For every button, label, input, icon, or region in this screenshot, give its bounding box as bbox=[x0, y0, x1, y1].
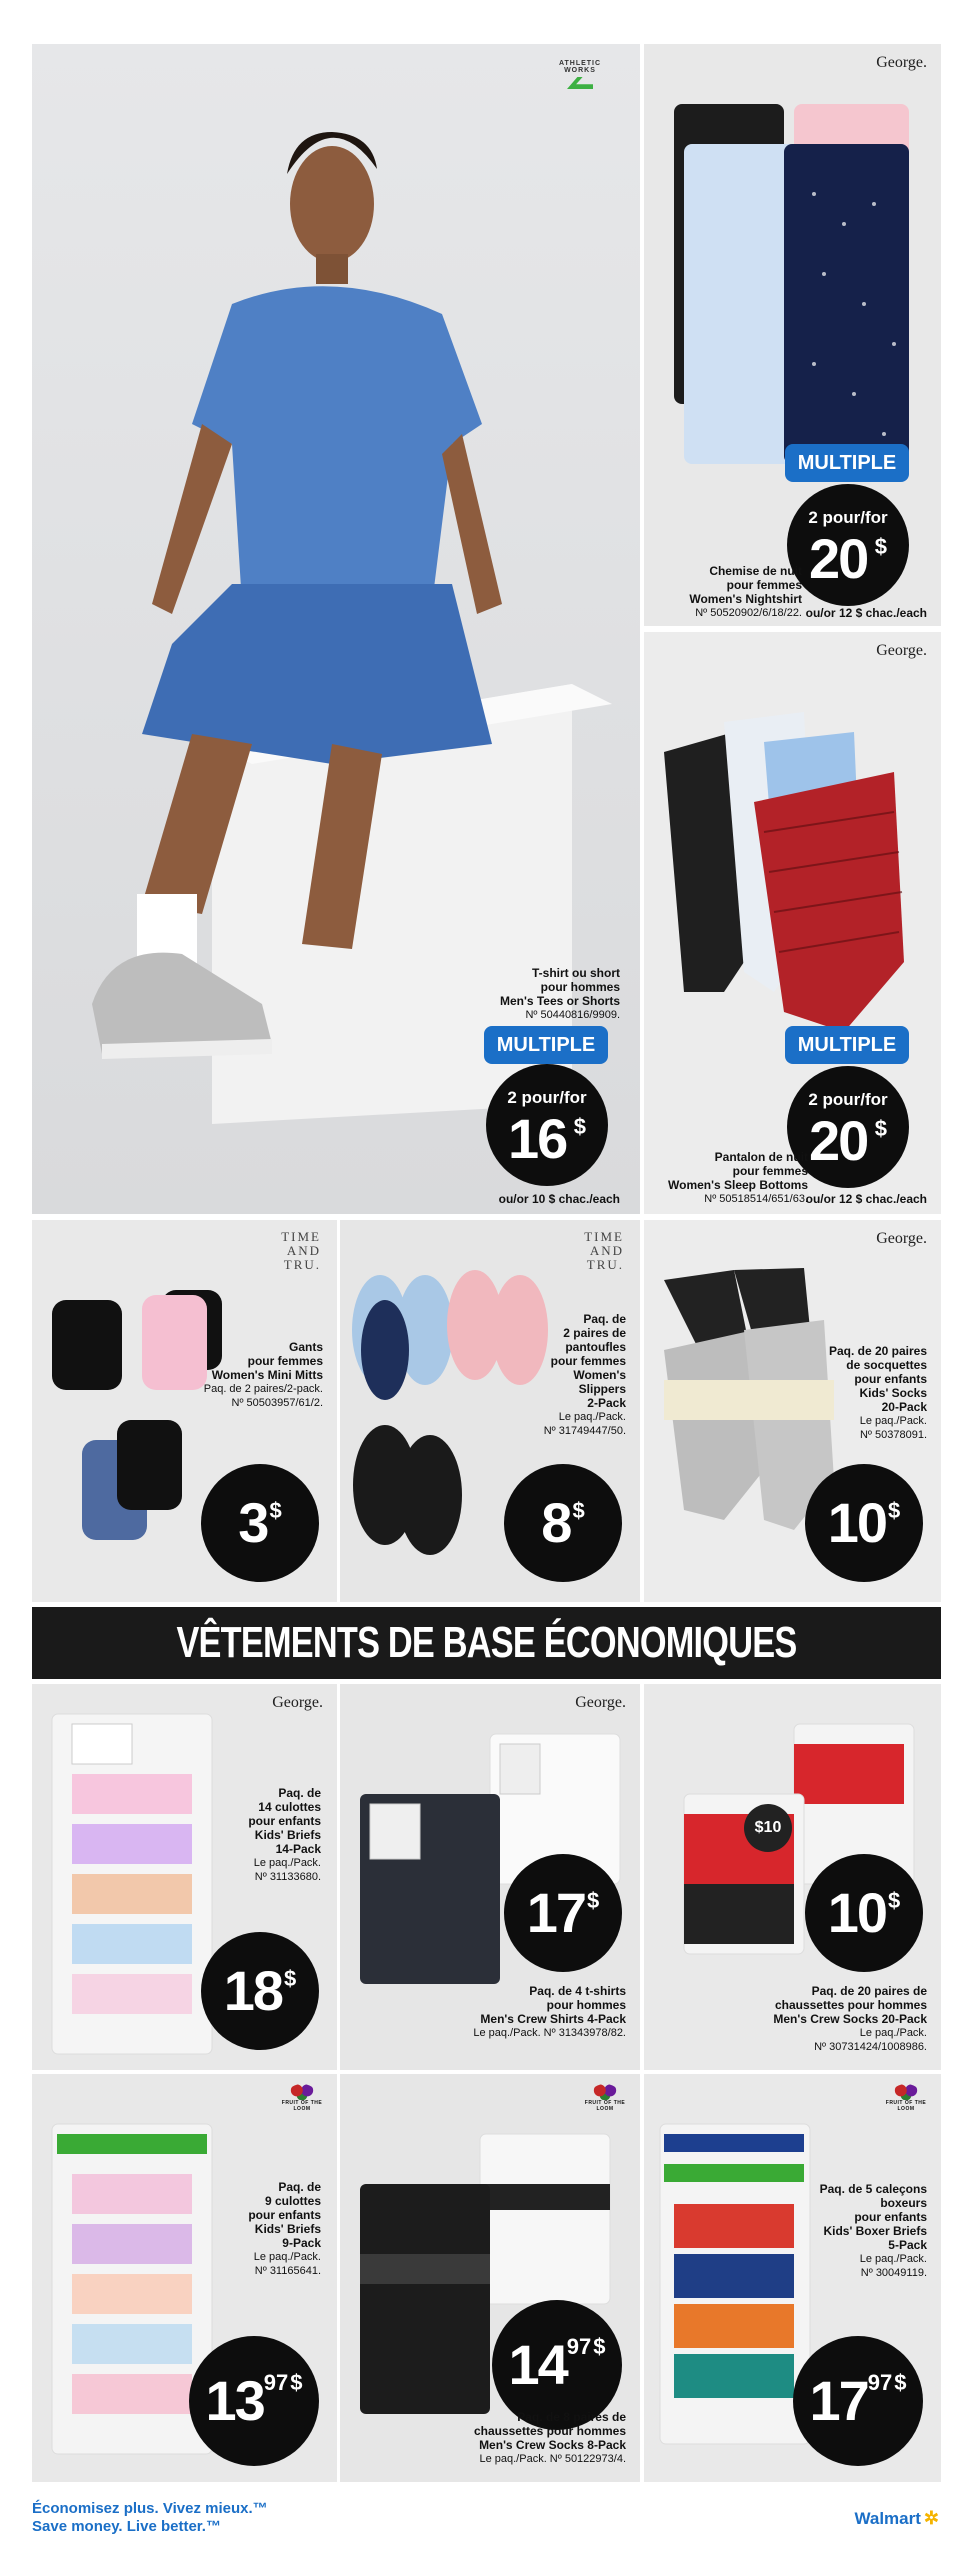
crew-socks-line3: Men's Crew Socks 20-Pack bbox=[773, 2012, 927, 2026]
crew-shirts-description bbox=[473, 1984, 626, 2040]
men-crew-socks-8-line1: Paq. de 8 paires de bbox=[517, 2410, 626, 2424]
slippers-currency: $ bbox=[572, 1498, 585, 1523]
mitts-line2: pour femmes bbox=[247, 1354, 323, 1368]
hero-deal-currency: $ bbox=[573, 1114, 586, 1139]
kids-briefs-9-currency: $ bbox=[290, 2370, 303, 2395]
section-banner bbox=[32, 1607, 941, 1679]
fruit-of-the-loom-text: FRUIT OF THE LOOM bbox=[281, 2100, 323, 2112]
walmart-logo bbox=[854, 2508, 939, 2529]
kids-socks-price-circle bbox=[805, 1464, 923, 1582]
men-crew-socks-8-price: 14 bbox=[508, 2333, 567, 2396]
kids-briefs-14-line1: Paq. de bbox=[278, 1786, 321, 1800]
mitts-description bbox=[204, 1340, 323, 1410]
nightshirt-sku: Nº 50520902/6/18/22. bbox=[695, 607, 802, 619]
nightshirt-each-price: ou/or 12 $ chac./each bbox=[805, 606, 927, 620]
george-logo: George. bbox=[876, 1230, 927, 1247]
tagline-en: Save money. Live better.™ bbox=[32, 2518, 221, 2535]
kids-briefs-14-line2: 14 culottes bbox=[258, 1800, 321, 1814]
boxer-briefs-line5: 5-Pack bbox=[888, 2238, 927, 2252]
boxer-briefs-sku: Nº 30049119. bbox=[860, 2267, 927, 2279]
crew-shirts-tile bbox=[340, 1684, 640, 2070]
kids-socks-description bbox=[829, 1344, 927, 1442]
sleep-bottoms-sku: Nº 50518514/651/63. bbox=[704, 1193, 808, 1205]
george-logo: George. bbox=[876, 54, 927, 71]
crew-socks-currency: $ bbox=[888, 1888, 901, 1913]
slippers-price-circle bbox=[504, 1464, 622, 1582]
slippers-tile bbox=[340, 1220, 640, 1602]
nightshirt-description bbox=[662, 564, 802, 620]
men-crew-socks-8-line2: chaussettes pour hommes bbox=[473, 2424, 626, 2438]
slippers-price: 8 bbox=[541, 1491, 571, 1554]
sleep-bottoms-deal-price: 20 bbox=[809, 1109, 868, 1172]
men-crew-socks-8-description bbox=[474, 2410, 626, 2466]
george-logo: George. bbox=[876, 642, 927, 659]
kids-briefs-9-price: 13 bbox=[205, 2369, 264, 2432]
kids-briefs-9-line3: pour enfants bbox=[248, 2208, 321, 2222]
sleep-bottoms-en-line: Women's Sleep Bottoms bbox=[668, 1178, 808, 1192]
boxer-briefs-currency: $ bbox=[894, 2370, 907, 2395]
mitts-tile bbox=[32, 1220, 337, 1602]
george-logo: George. bbox=[272, 1694, 323, 1711]
men-crew-socks-8-cents: 97 bbox=[566, 2334, 592, 2359]
kids-briefs-14-line3: pour enfants bbox=[248, 1814, 321, 1828]
slippers-line3: pantoufles bbox=[565, 1340, 626, 1354]
slippers-sku: Nº 31749447/50. bbox=[543, 1425, 626, 1437]
sleep-bottoms-multiple-badge: MULTIPLE bbox=[785, 1026, 909, 1064]
kids-briefs-9-price-circle bbox=[189, 2336, 319, 2466]
nightshirt-fr-line2: pour femmes bbox=[726, 578, 802, 592]
mitts-price: 3 bbox=[238, 1491, 268, 1554]
kids-socks-tile bbox=[644, 1220, 941, 1602]
boxer-briefs-line2: boxeurs bbox=[880, 2196, 927, 2210]
kids-socks-price: 10 bbox=[827, 1491, 887, 1554]
men-crew-socks-8-line3: Men's Crew Socks 8-Pack bbox=[479, 2438, 626, 2452]
tagline-fr: Économisez plus. Vivez mieux.™ bbox=[32, 2500, 268, 2517]
kids-briefs-14-currency: $ bbox=[284, 1966, 297, 1991]
kids-briefs-14-line5: 14-Pack bbox=[275, 1842, 321, 1856]
crew-socks-tile bbox=[644, 1684, 941, 2070]
sleep-bottoms-fr-line2: pour femmes bbox=[732, 1164, 808, 1178]
kids-socks-line4: Kids' Socks bbox=[859, 1386, 927, 1400]
nightshirt-deal-currency: $ bbox=[874, 534, 887, 559]
athletic-works-text: ATHLETIC WORKS bbox=[558, 60, 602, 74]
mitts-line1: Gants bbox=[288, 1340, 323, 1354]
crew-shirts-price-circle bbox=[504, 1854, 622, 1972]
mitts-price-circle bbox=[201, 1464, 319, 1582]
nightshirt-multiple-badge: MULTIPLE bbox=[785, 444, 909, 482]
sleep-bottoms-description bbox=[658, 1150, 808, 1206]
boxer-briefs-price-circle bbox=[793, 2336, 923, 2466]
fruit-of-the-loom-text: FRUIT OF THE LOOM bbox=[885, 2100, 927, 2112]
nightshirt-deal-label: 2 pour/for bbox=[808, 508, 888, 527]
crew-shirts-currency: $ bbox=[587, 1888, 600, 1913]
crew-socks-line2: chaussettes pour hommes bbox=[774, 1998, 927, 2012]
nightshirt-price-circle bbox=[787, 484, 909, 606]
walmart-spark-icon: ✲ bbox=[923, 2508, 939, 2528]
hero-en-line: Men's Tees or Shorts bbox=[500, 994, 620, 1008]
slippers-line7: 2-Pack bbox=[587, 1396, 626, 1410]
crew-socks-tag-text: $10 bbox=[754, 1819, 782, 1836]
nightshirt-en-line: Women's Nightshirt bbox=[689, 592, 802, 606]
boxer-briefs-line4: Kids' Boxer Briefs bbox=[823, 2224, 927, 2238]
kids-socks-line1: Paq. de 20 paires bbox=[828, 1344, 927, 1358]
men-crew-socks-8-tile bbox=[340, 2074, 640, 2482]
mitts-currency: $ bbox=[269, 1498, 282, 1523]
crew-socks-description bbox=[773, 1984, 927, 2054]
hero-each-price: ou/or 10 $ chac./each bbox=[498, 1192, 620, 1206]
kids-briefs-14-line4: Kids' Briefs bbox=[254, 1828, 321, 1842]
boxer-briefs-line1: Paq. de 5 caleçons bbox=[819, 2182, 927, 2196]
crew-socks-price-circle bbox=[805, 1854, 923, 1972]
kids-briefs-14-tile bbox=[32, 1684, 337, 2070]
sleep-bottoms-deal-label: 2 pour/for bbox=[808, 1090, 888, 1109]
george-logo: George. bbox=[575, 1694, 626, 1711]
boxer-briefs-tile bbox=[644, 2074, 941, 2482]
hero-price-circle bbox=[486, 1064, 608, 1186]
kids-briefs-9-description bbox=[248, 2180, 321, 2278]
hero-tile bbox=[32, 44, 640, 1214]
kids-briefs-14-price: 18 bbox=[223, 1959, 283, 2022]
kids-briefs-9-sku: Nº 31165641. bbox=[254, 2265, 321, 2277]
sleep-bottoms-fr-line1: Pantalon de nuit bbox=[714, 1150, 808, 1164]
slippers-line1: Paq. de bbox=[583, 1312, 626, 1326]
slippers-line4: pour femmes bbox=[550, 1354, 626, 1368]
kids-socks-line5: 20-Pack bbox=[881, 1400, 927, 1414]
hero-fr-line2: pour hommes bbox=[540, 980, 620, 994]
hero-fr-line1: T-shirt ou short bbox=[532, 966, 620, 980]
boxer-briefs-line6: Le paq./Pack. bbox=[859, 2253, 927, 2265]
crew-socks-price: 10 bbox=[827, 1881, 887, 1944]
mitts-line3: Women's Mini Mitts bbox=[211, 1368, 323, 1382]
slippers-line2: 2 paires de bbox=[563, 1326, 626, 1340]
hero-deal-price: 16 bbox=[508, 1107, 567, 1170]
kids-briefs-9-line1: Paq. de bbox=[278, 2180, 321, 2194]
hero-multiple-badge: MULTIPLE bbox=[484, 1026, 608, 1064]
boxer-briefs-price: 17 bbox=[809, 2369, 868, 2432]
slippers-line5: Women's bbox=[573, 1368, 626, 1382]
kids-briefs-9-line6: Le paq./Pack. bbox=[253, 2251, 321, 2263]
kids-briefs-9-cents: 97 bbox=[263, 2370, 289, 2395]
hero-deal-label: 2 pour/for bbox=[507, 1088, 587, 1107]
crew-socks-line1: Paq. de 20 paires de bbox=[811, 1984, 927, 1998]
crew-shirts-line1: Paq. de 4 t-shirts bbox=[529, 1984, 626, 1998]
crew-shirts-sku: Le paq./Pack. Nº 31343978/82. bbox=[473, 2027, 626, 2039]
mitts-sku: Nº 50503957/61/2. bbox=[231, 1397, 323, 1409]
hero-sku: Nº 50440816/9909. bbox=[525, 1009, 620, 1021]
boxer-briefs-cents: 97 bbox=[867, 2370, 893, 2395]
crew-shirts-line3: Men's Crew Shirts 4-Pack bbox=[480, 2012, 626, 2026]
walmart-wordmark: Walmart bbox=[854, 2509, 921, 2528]
sleep-bottoms-each-price: ou/or 12 $ chac./each bbox=[805, 1192, 927, 1206]
crew-socks-line4: Le paq./Pack. bbox=[859, 2027, 927, 2039]
men-crew-socks-8-sku: Le paq./Pack. Nº 50122973/4. bbox=[479, 2453, 626, 2465]
nightshirt-tile bbox=[644, 44, 941, 626]
kids-socks-line6: Le paq./Pack. bbox=[859, 1415, 927, 1427]
kids-briefs-14-price-circle bbox=[201, 1932, 319, 2050]
time-and-tru-logo: TIME AND TRU. bbox=[281, 1229, 321, 1272]
boxer-briefs-line3: pour enfants bbox=[854, 2210, 927, 2224]
kids-briefs-9-tile bbox=[32, 2074, 337, 2482]
section-banner-text: VÊTEMENTS DE BASE ÉCONOMIQUES bbox=[176, 1618, 797, 1667]
slippers-description bbox=[544, 1312, 626, 1438]
kids-briefs-14-line6: Le paq./Pack. bbox=[253, 1857, 321, 1869]
kids-briefs-9-line4: Kids' Briefs bbox=[254, 2222, 321, 2236]
kids-briefs-9-line5: 9-Pack bbox=[282, 2236, 321, 2250]
kids-briefs-14-description bbox=[248, 1786, 321, 1884]
men-crew-socks-8-currency: $ bbox=[593, 2334, 606, 2359]
fruit-of-the-loom-text: FRUIT OF THE LOOM bbox=[584, 2100, 626, 2112]
slippers-line6: Slippers bbox=[578, 1382, 626, 1396]
crew-shirts-price: 17 bbox=[526, 1881, 586, 1944]
sleep-bottoms-deal-currency: $ bbox=[874, 1116, 887, 1141]
hero-description bbox=[500, 966, 620, 1022]
time-and-tru-logo: TIME AND TRU. bbox=[584, 1229, 624, 1272]
crew-socks-tag bbox=[744, 1804, 792, 1852]
crew-shirts-line2: pour hommes bbox=[546, 1998, 626, 2012]
kids-socks-sku: Nº 50378091. bbox=[859, 1429, 927, 1441]
slippers-line8: Le paq./Pack. bbox=[558, 1411, 626, 1423]
kids-socks-line3: pour enfants bbox=[854, 1372, 927, 1386]
nightshirt-deal-price: 20 bbox=[809, 527, 868, 590]
kids-briefs-9-line2: 9 culottes bbox=[264, 2194, 321, 2208]
mitts-line4: Paq. de 2 paires/2-pack. bbox=[203, 1383, 323, 1395]
boxer-briefs-description bbox=[820, 2182, 927, 2280]
nightshirt-fr-line1: Chemise de nuit bbox=[709, 564, 802, 578]
kids-briefs-14-sku: Nº 31133680. bbox=[254, 1871, 321, 1883]
kids-socks-line2: de socquettes bbox=[846, 1358, 927, 1372]
kids-socks-currency: $ bbox=[888, 1498, 901, 1523]
crew-socks-sku: Nº 30731424/1008986. bbox=[814, 2041, 927, 2053]
sleep-bottoms-tile bbox=[644, 632, 941, 1214]
